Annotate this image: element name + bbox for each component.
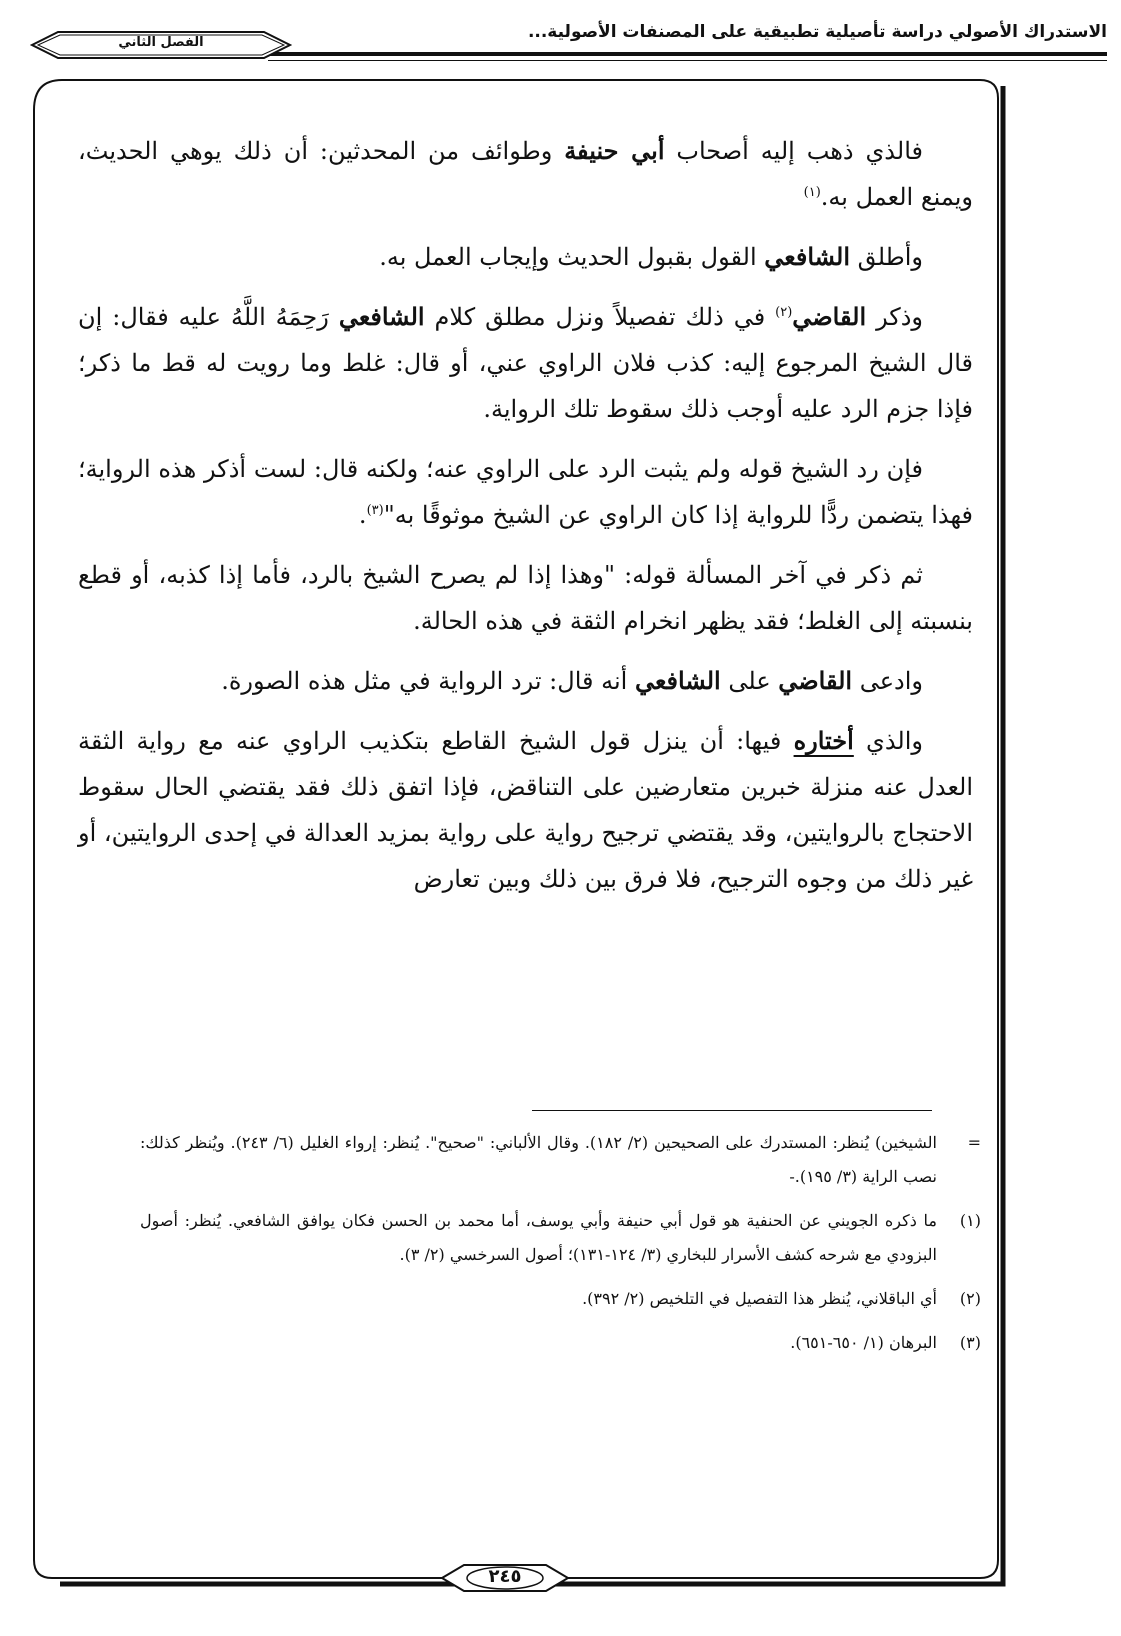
main-text — [78, 128, 973, 916]
text-run: فإن رد الشيخ قوله ولم يثبت الرد على الراوي عنه؛ ولكنه قال: لست أذكر هذه الرواية؛ فهذا يتضمن ردًّا للرواية إذا كان الراوي عن الشيخ موثوقًا به" — [78, 455, 973, 529]
footnote-separator — [532, 1110, 932, 1111]
footnote-ref[interactable]: (١) — [803, 185, 821, 200]
paragraph-4 — [78, 446, 973, 538]
footnote-2 — [140, 1282, 981, 1316]
footnote-text: ما ذكره الجويني عن الحنفية هو قول أبي حنيفة وأبي يوسف، أما محمد بن الحسن فكان يوافق الشافعي. يُنظر: أصول البزودي مع شرحه كشف الأسرار للبخاري (٣/ ١٢٤-١٣١)؛ أصول السرخسي (٢/ ٣). — [140, 1211, 937, 1264]
footnote-ref[interactable]: (٢) — [775, 305, 793, 320]
text-run: فالذي ذهب إليه أصحاب — [664, 137, 923, 165]
footnote-number: (٢) — [959, 1289, 981, 1308]
text-run: رَحِمَهُ اللَّهُ عليه فقال: إن قال الشيخ المرجوع إليه: كذب فلان الراوي عني، أو قال: غلط وما رويت له قط ما ذكر؛ فإذا جزم الرد عليه أوجب ذلك سقوط تلك الرواية. — [78, 303, 973, 423]
footnote-continuation — [140, 1126, 981, 1194]
text-run: ثم ذكر في آخر المسألة قوله: "وهذا إذا لم يصرح الشيخ بالرد، فأما إذا كذبه، أو قطع بنسبته إلى الغلط؛ فقد يظهر انخرام الثقة في هذه الحالة. — [78, 561, 973, 635]
footnote-3 — [140, 1326, 981, 1360]
footnote-number: (١) — [959, 1211, 981, 1230]
footnote-number: = — [967, 1133, 981, 1152]
footnotes — [140, 1126, 981, 1370]
text-run: وذكر — [866, 303, 924, 331]
page-number-badge — [440, 1562, 570, 1594]
paragraph-1 — [78, 128, 973, 220]
bold-name: القاضي — [792, 302, 867, 331]
footnote-text: البرهان (١/ ٦٥٠-٦٥١). — [790, 1333, 937, 1352]
text-run: وادعى — [852, 667, 923, 695]
text-run: وأطلق — [850, 243, 923, 271]
bold-name: أبي حنيفة — [564, 136, 665, 165]
book-title-header: الاستدراك الأصولي دراسة تأصيلية تطبيقية على المصنفات الأصولية... — [527, 22, 1107, 42]
paragraph-7 — [78, 718, 973, 902]
underlined-word: أختاره — [793, 726, 854, 755]
bold-name: القاضي — [778, 666, 853, 695]
footnote-number: (٣) — [959, 1333, 981, 1352]
text-run: فيها: أن ينزل قول الشيخ القاطع بتكذيب الراوي عنه مع رواية الثقة العدل عنه منزلة خبرين متعارضين على التناقض، فإذا اتفق ذلك فقد يقتضي الحال سقوط الاحتجاج بالروايتين، وقد يقتضي ترجيح رواية على رواية بمزيد العدالة في إحدى الروايتين، أو غير ذلك من وجوه الترجيح، فلا فرق بين ذلك وبين تعارض — [78, 727, 973, 893]
paragraph-6 — [78, 658, 973, 704]
paragraph-5 — [78, 552, 973, 644]
text-run: وطوائف من المحدثين: أن ذلك يوهي الحديث، ويمنع العمل به. — [78, 137, 973, 211]
chapter-label: الفصل الثاني — [118, 35, 204, 50]
footnote-text: الشيخين) يُنظر: المستدرك على الصحيحين (٢/ ١٨٢). وقال الألباني: "صحيح". يُنظر: إرواء الغليل (٦/ ٢٤٣). ويُنظر كذلك: نصب الراية (٣/ ١٩٥).- — [140, 1133, 937, 1186]
bold-name: الشافعي — [338, 302, 425, 331]
bold-name: الشافعي — [634, 666, 721, 695]
text-run: في ذلك تفصيلاً ونزل مطلق كلام — [424, 303, 776, 331]
footnote-ref[interactable]: (٣) — [366, 503, 384, 518]
bold-name: الشافعي — [764, 242, 851, 271]
text-run: أنه قال: ترد الرواية في مثل هذه الصورة. — [221, 667, 635, 695]
paragraph-3 — [78, 294, 973, 432]
text-run: والذي — [853, 727, 923, 755]
paragraph-2 — [78, 234, 973, 280]
text-run: القول بقبول الحديث وإيجاب العمل به. — [379, 243, 765, 271]
text-run: على — [720, 667, 779, 695]
footnote-text: أي الباقلاني، يُنظر هذا التفصيل في التلخيص (٢/ ٣٩٢). — [582, 1289, 937, 1308]
footnote-1 — [140, 1204, 981, 1272]
page-number: ٢٤٥ — [488, 1566, 522, 1587]
text-run: . — [358, 501, 367, 529]
